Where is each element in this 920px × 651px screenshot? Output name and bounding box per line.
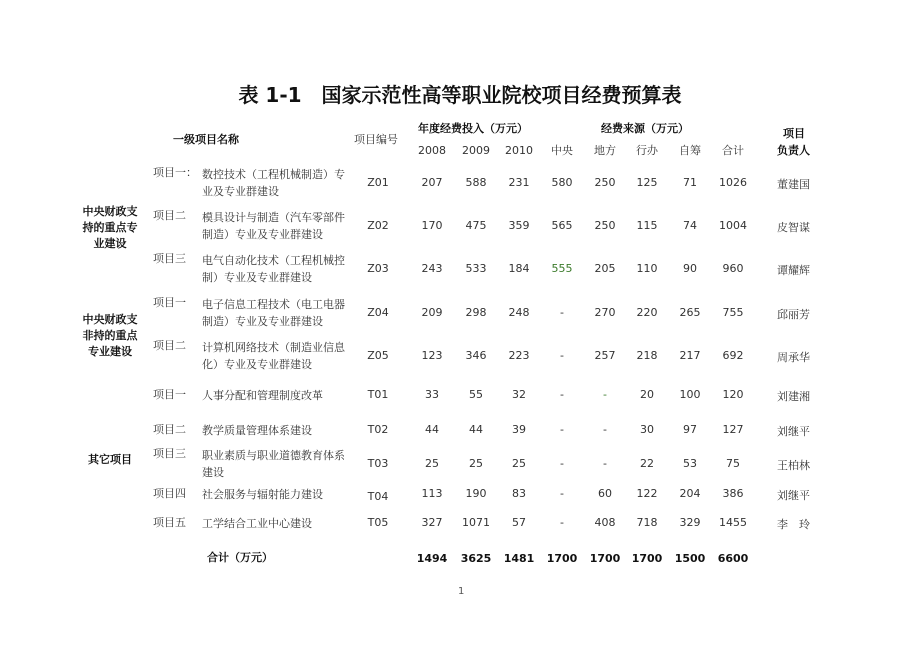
value-cell: 408 xyxy=(594,516,616,529)
subheader-year: 2009 xyxy=(462,144,490,157)
value-cell: 1026 xyxy=(719,176,747,189)
total-value: 1700 xyxy=(546,552,578,565)
header-project-code: 项目编号 xyxy=(354,133,398,146)
value-cell: 220 xyxy=(636,306,658,319)
subheader-source: 中央 xyxy=(551,144,573,157)
value-cell: 120 xyxy=(722,388,744,401)
subheader-source: 自筹 xyxy=(679,144,701,157)
value-cell: 115 xyxy=(636,219,658,232)
project-owner: 刘继平 xyxy=(777,489,810,502)
value-cell: 123 xyxy=(421,349,443,362)
value-cell: 346 xyxy=(465,349,487,362)
value-cell: - xyxy=(560,487,564,500)
header-owner-line2: 负责人 xyxy=(777,144,810,157)
project-name: 数控技术（工程机械制造）专业及专业群建设 xyxy=(202,168,345,198)
value-cell: 209 xyxy=(421,306,443,319)
value-cell: 44 xyxy=(425,423,439,436)
value-cell: 327 xyxy=(421,516,443,529)
value-cell: 1004 xyxy=(719,219,747,232)
project-code: T02 xyxy=(367,423,389,436)
value-cell: 60 xyxy=(598,487,612,500)
subheader-source: 地方 xyxy=(594,144,616,157)
header-owner-line1: 项目 xyxy=(783,127,805,140)
value-cell: 39 xyxy=(512,423,526,436)
value-cell: 25 xyxy=(469,457,483,470)
project-label: 项目一 xyxy=(153,388,186,401)
value-cell: 217 xyxy=(679,349,701,362)
project-owner: 刘建湘 xyxy=(777,390,810,403)
value-cell: 257 xyxy=(594,349,616,362)
value-cell: 184 xyxy=(508,262,530,275)
value-cell: 20 xyxy=(640,388,654,401)
value-cell: 122 xyxy=(636,487,658,500)
value-cell: 75 xyxy=(726,457,740,470)
project-name: 电子信息工程技术（电工电器制造）专业及专业群建设 xyxy=(202,298,345,328)
total-value: 1494 xyxy=(416,552,448,565)
value-cell: 22 xyxy=(640,457,654,470)
value-cell: 960 xyxy=(722,262,744,275)
value-cell: 718 xyxy=(636,516,658,529)
value-cell: 555 xyxy=(551,262,573,275)
project-label: 项目一： xyxy=(153,166,197,179)
project-owner: 皮智谋 xyxy=(777,221,810,234)
project-name: 教学质量管理体系建设 xyxy=(202,424,312,437)
value-cell: 113 xyxy=(421,487,443,500)
value-cell: 243 xyxy=(421,262,443,275)
value-cell: - xyxy=(560,423,564,436)
project-code: Z05 xyxy=(367,349,389,362)
value-cell: 100 xyxy=(679,388,701,401)
value-cell: 329 xyxy=(679,516,701,529)
value-cell: 204 xyxy=(679,487,701,500)
project-name: 职业素质与职业道德教育体系建设 xyxy=(202,449,345,479)
value-cell: 90 xyxy=(683,262,697,275)
value-cell: 205 xyxy=(594,262,616,275)
value-cell: - xyxy=(560,306,564,319)
project-owner: 周承华 xyxy=(777,351,810,364)
total-value: 1500 xyxy=(674,552,706,565)
value-cell: 265 xyxy=(679,306,701,319)
project-code: T04 xyxy=(367,490,389,503)
value-cell: 248 xyxy=(508,306,530,319)
value-cell: 71 xyxy=(683,176,697,189)
header-project-name: 一级项目名称 xyxy=(173,133,239,146)
value-cell: 32 xyxy=(512,388,526,401)
value-cell: 83 xyxy=(512,487,526,500)
project-code: Z02 xyxy=(367,219,389,232)
project-owner: 邱丽芳 xyxy=(777,308,810,321)
value-cell: 125 xyxy=(636,176,658,189)
value-cell: 298 xyxy=(465,306,487,319)
value-cell: - xyxy=(603,388,607,401)
value-cell: 30 xyxy=(640,423,654,436)
header-funding-source: 经费来源（万元） xyxy=(601,122,689,135)
project-name: 电气自动化技术（工程机械控制）专业及专业群建设 xyxy=(202,254,345,284)
value-cell: 55 xyxy=(469,388,483,401)
project-label: 项目二 xyxy=(153,423,186,436)
value-cell: 53 xyxy=(683,457,697,470)
project-code: T03 xyxy=(367,457,389,470)
value-cell: 1455 xyxy=(719,516,747,529)
project-label: 项目一 xyxy=(153,296,186,309)
value-cell: 565 xyxy=(551,219,573,232)
category-other: 其它项目 xyxy=(88,453,132,466)
project-owner: 王柏林 xyxy=(777,459,810,472)
project-owner: 刘继平 xyxy=(777,425,810,438)
project-code: T05 xyxy=(367,516,389,529)
value-cell: 190 xyxy=(465,487,487,500)
value-cell: 207 xyxy=(421,176,443,189)
project-code: T01 xyxy=(367,388,389,401)
project-label: 项目三 xyxy=(153,447,186,460)
total-value: 1700 xyxy=(631,552,663,565)
value-cell: - xyxy=(560,516,564,529)
value-cell: 25 xyxy=(512,457,526,470)
project-name: 工学结合工业中心建设 xyxy=(202,517,312,530)
project-owner: 董建国 xyxy=(777,178,810,191)
subheader-year: 2008 xyxy=(418,144,446,157)
value-cell: 218 xyxy=(636,349,658,362)
project-code: Z01 xyxy=(367,176,389,189)
project-name: 模具设计与制造（汽车零部件制造）专业及专业群建设 xyxy=(202,211,345,241)
value-cell: 250 xyxy=(594,219,616,232)
project-label: 项目二 xyxy=(153,339,186,352)
subheader-year: 2010 xyxy=(505,144,533,157)
value-cell: 110 xyxy=(636,262,658,275)
total-value: 1481 xyxy=(503,552,535,565)
total-value: 3625 xyxy=(460,552,492,565)
value-cell: 580 xyxy=(551,176,573,189)
project-label: 项目四 xyxy=(153,487,186,500)
value-cell: 44 xyxy=(469,423,483,436)
value-cell: - xyxy=(560,457,564,470)
total-value: 1700 xyxy=(589,552,621,565)
header-annual-funding: 年度经费投入（万元） xyxy=(418,122,528,135)
project-owner: 谭耀辉 xyxy=(777,264,810,277)
total-value: 6600 xyxy=(717,552,749,565)
value-cell: 588 xyxy=(465,176,487,189)
value-cell: 692 xyxy=(722,349,744,362)
value-cell: 127 xyxy=(722,423,744,436)
subheader-source: 行办 xyxy=(636,144,658,157)
value-cell: 25 xyxy=(425,457,439,470)
value-cell: - xyxy=(603,423,607,436)
value-cell: 270 xyxy=(594,306,616,319)
value-cell: 475 xyxy=(465,219,487,232)
value-cell: 386 xyxy=(722,487,744,500)
category-central-nonkey: 中央财政支非持的重点专业建设 xyxy=(82,313,138,358)
value-cell: 170 xyxy=(421,219,443,232)
value-cell: 533 xyxy=(465,262,487,275)
value-cell: 755 xyxy=(722,306,744,319)
project-code: Z04 xyxy=(367,306,389,319)
project-name: 计算机网络技术（制造业信息化）专业及专业群建设 xyxy=(202,341,345,371)
project-label: 项目三 xyxy=(153,252,186,265)
project-code: Z03 xyxy=(367,262,389,275)
value-cell: 1071 xyxy=(462,516,490,529)
value-cell: 231 xyxy=(508,176,530,189)
value-cell: 223 xyxy=(508,349,530,362)
value-cell: - xyxy=(560,388,564,401)
project-label: 项目五 xyxy=(153,516,186,529)
value-cell: 250 xyxy=(594,176,616,189)
project-label: 项目二 xyxy=(153,209,186,222)
value-cell: - xyxy=(603,457,607,470)
category-central-key: 中央财政支持的重点专业建设 xyxy=(82,205,138,250)
value-cell: 57 xyxy=(512,516,526,529)
value-cell: 33 xyxy=(425,388,439,401)
value-cell: 74 xyxy=(683,219,697,232)
table-title: 表 1-1 国家示范性高等职业院校项目经费预算表 xyxy=(238,83,682,107)
value-cell: - xyxy=(560,349,564,362)
subheader-source: 合计 xyxy=(722,144,744,157)
project-name: 社会服务与辐射能力建设 xyxy=(202,488,323,501)
total-label: 合计（万元） xyxy=(207,551,273,564)
value-cell: 359 xyxy=(508,219,530,232)
project-name: 人事分配和管理制度改革 xyxy=(202,389,323,402)
project-owner: 李 玲 xyxy=(777,518,810,531)
value-cell: 97 xyxy=(683,423,697,436)
page-number: 1 xyxy=(458,586,465,597)
